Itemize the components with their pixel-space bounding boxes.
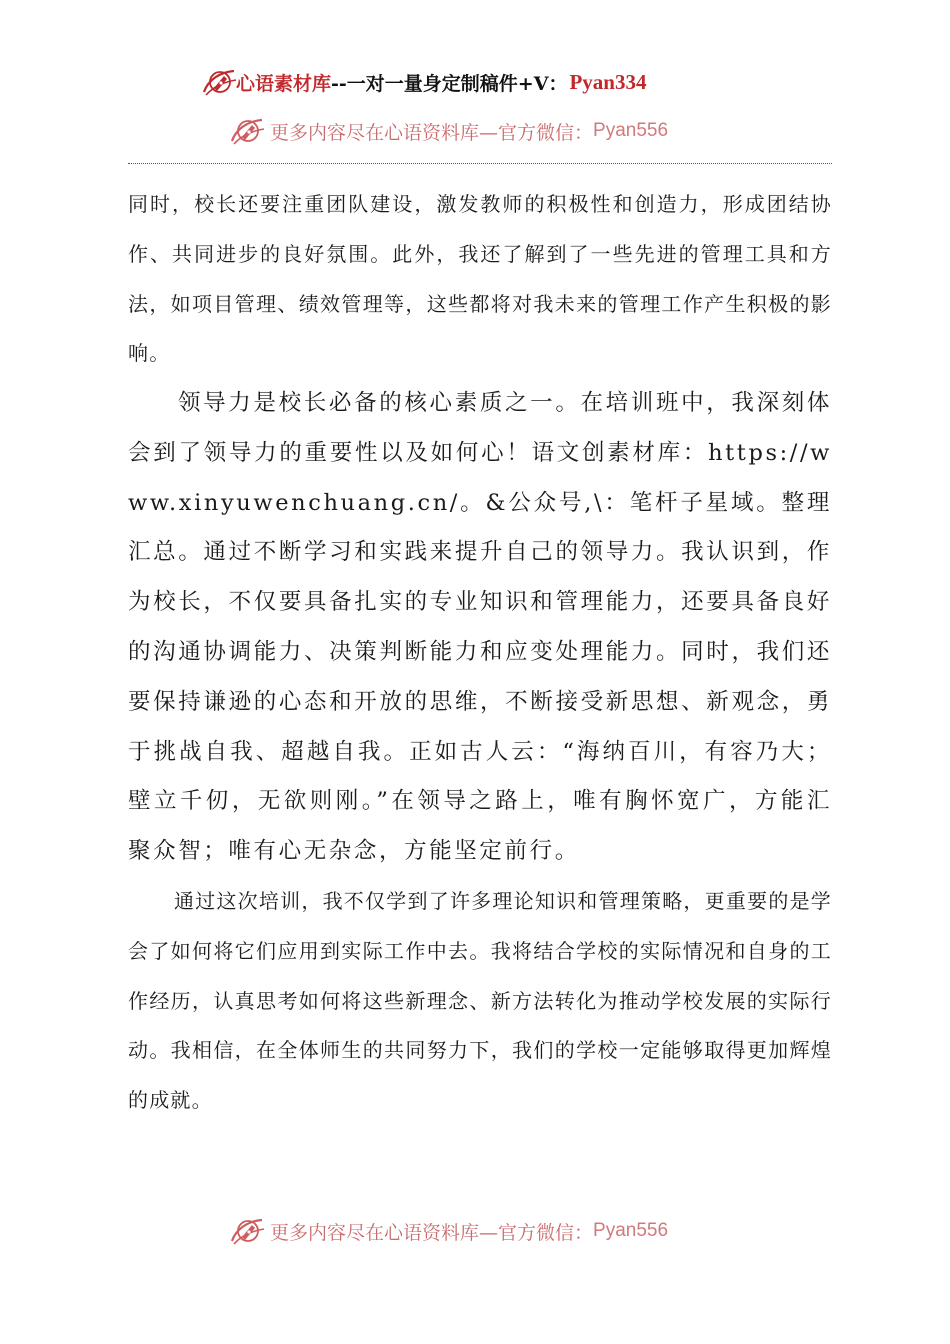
paragraph: 同时，校长还要注重团队建设，激发教师的积极性和创造力，形成团结协作、共同进步的良好氛围。此外，我还了解到了一些先进的管理工具和方法，如项目管理、绩效管理等，这些都将对我未来的管理工作产生积极的影响。 bbox=[128, 192, 832, 366]
watermark-contact: Pyan556 bbox=[593, 120, 669, 141]
header-tagline: --一对一量身定制稿件+V： bbox=[331, 72, 568, 95]
header-banner bbox=[200, 62, 760, 102]
pen-nib-icon bbox=[228, 115, 268, 147]
pen-nib-icon bbox=[200, 66, 240, 98]
paragraph: 通过这次培训，我不仅学到了许多理论知识和管理策略，更重要的是学会了如何将它们应用到实际工作中去。我将结合学校的实际情况和自身的工作经历，认真思考如何将这些新理念、新方法转化为推动学校发展的实际行动。我相信，在全体师生的共同努力下，我们的学校一定能够取得更加辉煌的成就。 bbox=[128, 889, 832, 1113]
header-divider bbox=[128, 163, 832, 164]
footer-contact: Pyan556 bbox=[593, 1220, 669, 1241]
footer-watermark bbox=[228, 1212, 748, 1250]
header-watermark bbox=[228, 112, 748, 150]
watermark-text: 更多内容尽在心语资料库—官方微信： bbox=[270, 121, 594, 144]
pen-nib-icon bbox=[228, 1215, 268, 1247]
brand-name: 心语素材库 bbox=[236, 72, 332, 95]
header-contact-id: Pyan334 bbox=[569, 69, 647, 94]
document-body bbox=[128, 180, 832, 1126]
paragraph: 领导力是校长必备的核心素质之一。在培训班中，我深刻体会到了领导力的重要性以及如何心！语文创素材库：https://www.xinyuwenchuang.cn/。&公众号,\：笔杆子星域。整理汇总。通过不断学习和实践来提升自己的领导力。我认识到，作为校长，不仅要具备扎实的专业知识和管理能力，还要具备良好的沟通协调能力、决策判断能力和应变处理能力。同时，我们还要保持谦逊的心态和开放的思维，不断接受新思想、新观念，勇于挑战自我、超越自我。正如古人云：“海纳百川，有容乃大；壁立千仞，无欲则刚。”在领导之路上，唯有胸怀宽广，方能汇聚众智；唯有心无杂念，方能坚定前行。 bbox=[128, 390, 832, 865]
footer-text: 更多内容尽在心语资料库—官方微信： bbox=[270, 1221, 594, 1244]
